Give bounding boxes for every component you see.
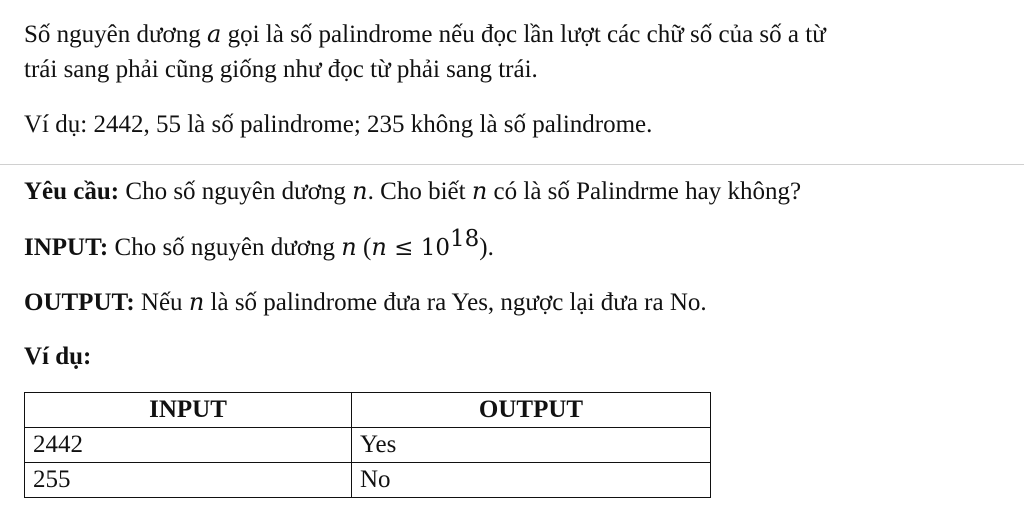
input-close: ). — [479, 234, 494, 261]
section-divider — [0, 164, 1024, 165]
power-base: 10 — [420, 235, 450, 261]
row-1-input: 2442 — [25, 428, 352, 463]
requirement-text-b: . Cho biết — [367, 178, 472, 205]
variable-n: n — [188, 288, 205, 316]
variable-n: n — [471, 177, 488, 205]
leq-operator: ≤ — [386, 235, 421, 261]
requirement-line — [24, 173, 801, 210]
sample-table — [24, 392, 711, 498]
power-exponent: 18 — [450, 226, 480, 252]
requirement-text-c: có là số Palindrme hay không? — [487, 178, 802, 205]
table-row — [25, 463, 711, 498]
variable-n: n — [352, 177, 368, 205]
requirement-text-a: Cho số nguyên dương — [119, 178, 353, 205]
requirement-label: Yêu cầu: — [24, 178, 120, 205]
table-header-row — [25, 393, 711, 428]
palindrome-example-line: Ví dụ: 2442, 55 là số palindrome; 235 không là số palindrome. — [24, 111, 653, 138]
output-text-a: Nếu — [134, 289, 189, 316]
variable-n: n — [341, 233, 357, 261]
output-label: OUTPUT: — [24, 289, 135, 316]
row-2-output: No — [352, 463, 711, 498]
intro-line-1 — [24, 16, 826, 53]
variable-a: a — [207, 20, 222, 48]
intro-text-a: Số nguyên dương — [24, 21, 208, 48]
table-row — [25, 428, 711, 463]
header-output: OUTPUT — [352, 393, 711, 428]
row-2-input: 255 — [25, 463, 352, 498]
input-text: Cho số nguyên dương — [108, 234, 342, 261]
intro-line-2: trái sang phải cũng giống như đọc từ phải sang trái. — [24, 56, 538, 83]
row-1-output: Yes — [352, 428, 711, 463]
input-open-paren: ( — [356, 234, 372, 261]
output-spec-line — [24, 284, 707, 321]
intro-text-b: gọi là số palindrome nếu đọc lần lượt các chữ số của số a từ — [221, 21, 826, 48]
input-label: INPUT: — [24, 234, 109, 261]
output-text-b: là số palindrome đưa ra Yes, ngược lại đưa ra No. — [204, 289, 707, 316]
header-input: INPUT — [25, 393, 352, 428]
input-spec-line — [24, 226, 494, 266]
variable-n: n — [371, 233, 387, 261]
sample-heading: Ví dụ: — [24, 343, 92, 370]
